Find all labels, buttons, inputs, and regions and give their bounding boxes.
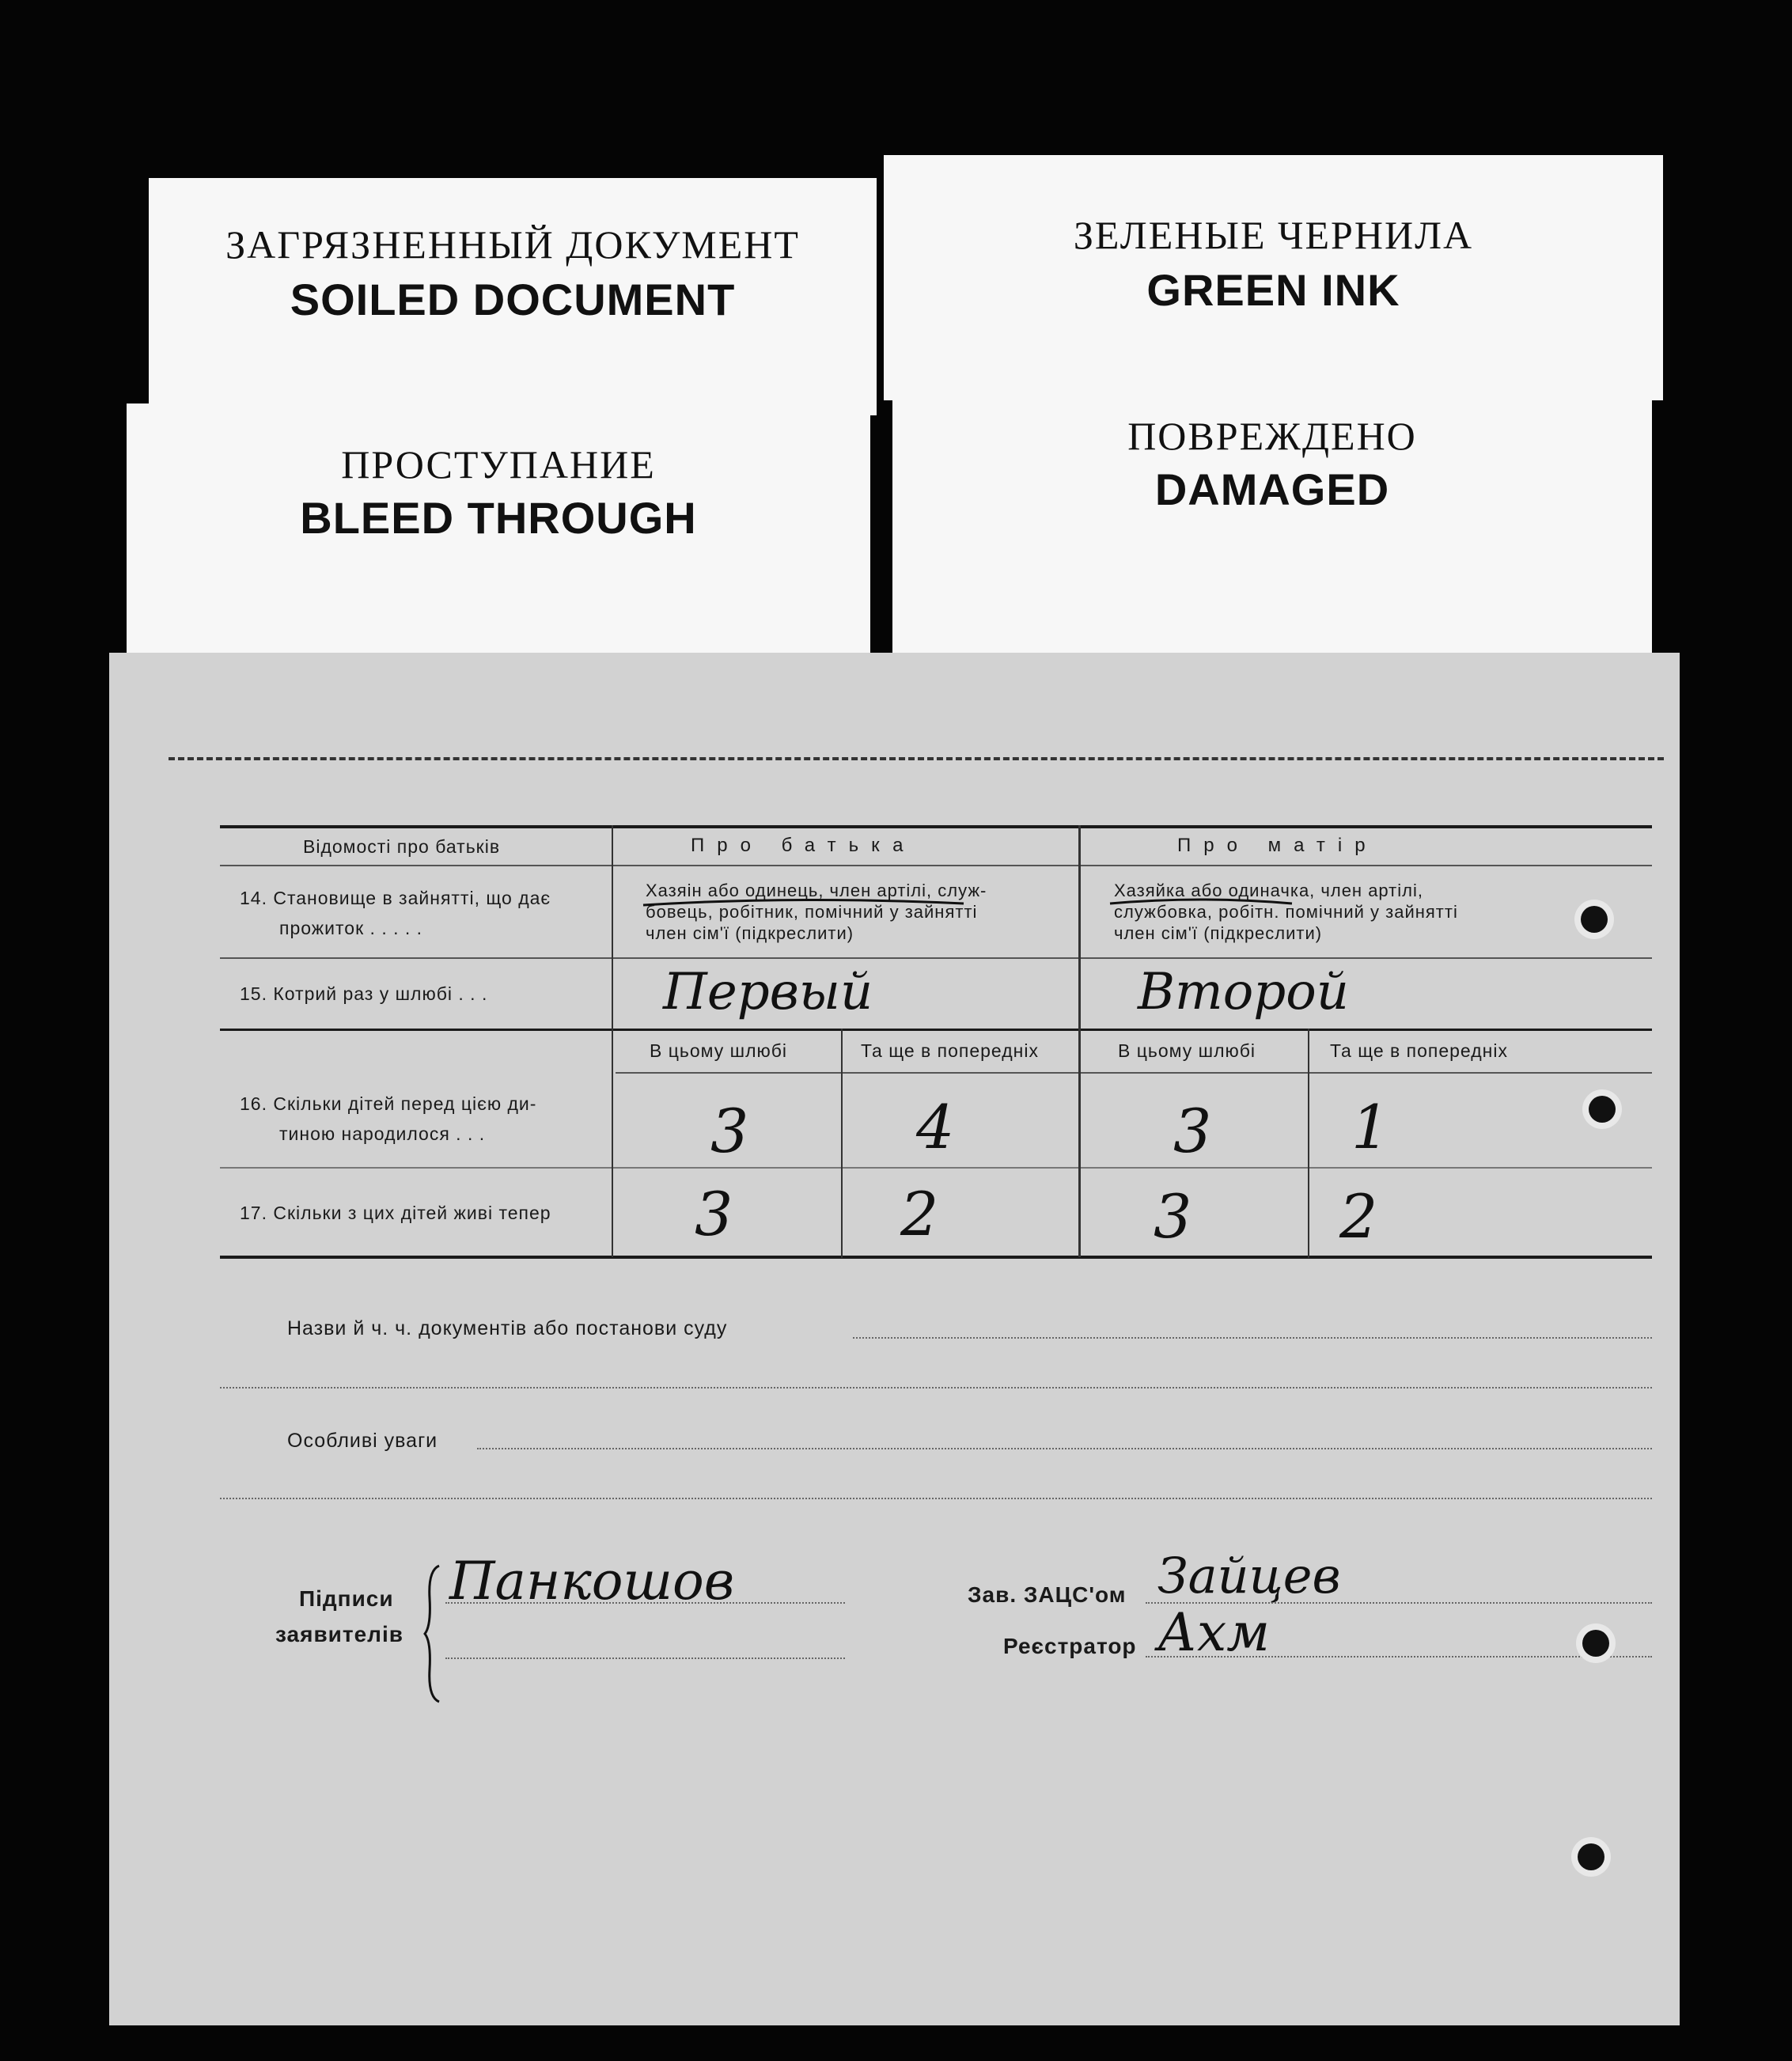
row16-father-previous: 4: [916, 1092, 955, 1162]
row14-father-text-3: член сім'ї (підкреслити): [646, 923, 854, 943]
row15-mother-value: Второй: [1138, 963, 1349, 1021]
punch-hole: [1589, 1096, 1616, 1123]
table-header-rule: [220, 865, 1652, 866]
soiled-label-en: SOILED DOCUMENT: [290, 275, 736, 324]
documents-line-2: [220, 1387, 1652, 1389]
documents-label: Назви й ч. ч. документів або постанови суду: [287, 1317, 728, 1339]
head-signature: Зайцев: [1157, 1547, 1341, 1604]
row14-label-line1: 14. Становище в зайнятті, що дає: [240, 888, 551, 908]
subheader-father-previous: Та ще в попередніх: [861, 1040, 1039, 1061]
signatures-label-2: заявителів: [275, 1622, 403, 1646]
row14-rule: [220, 957, 1652, 959]
row14-father-text-2: бовець, робітник, помічний у зайнятті: [646, 902, 978, 922]
subheader-mother-this: В цьому шлюбі: [1118, 1040, 1256, 1061]
table-bottom-rule: [220, 1256, 1652, 1259]
damaged-label-ru: ПОВРЕЖДЕНО: [1127, 414, 1417, 458]
header-mother: Про матір: [1177, 835, 1378, 856]
perforation-line: [169, 757, 1664, 760]
row16-label-line1: 16. Скільки дітей перед цією ди-: [240, 1093, 537, 1114]
documents-line-1: [853, 1337, 1652, 1339]
table-top-rule: [220, 825, 1652, 828]
row14-father-text-1: Хазяін або одинець, член артілі, служ-: [646, 881, 987, 900]
bleed-label-ru: ПРОСТУПАНИЕ: [341, 442, 656, 487]
subheader-father-this: В цьому шлюбі: [650, 1040, 788, 1061]
applicant-signature-line-1: [445, 1602, 845, 1604]
row17-father-previous: 2: [900, 1179, 939, 1249]
underline-mark-mother: [1106, 894, 1296, 910]
row16-mother-previous: 1: [1351, 1092, 1390, 1162]
row16-label-line2: тиною народилося . . .: [279, 1123, 486, 1144]
row15-father-value: Первый: [663, 963, 873, 1021]
row15-rule: [220, 1029, 1652, 1031]
registrar-label: Реєстратор: [1003, 1634, 1137, 1658]
row16-rule: [220, 1167, 1652, 1169]
row15-label: 15. Котрий раз у шлюбі . . .: [240, 983, 488, 1004]
row17-father-this: 3: [695, 1179, 733, 1249]
applicant-signature-line-2: [445, 1658, 845, 1659]
row17-mother-this: 3: [1154, 1181, 1192, 1252]
col-divider-1: [612, 825, 613, 1257]
row17-mother-previous: 2: [1339, 1181, 1378, 1252]
header-father: Про батька: [691, 835, 916, 856]
green-ink-label-ru: ЗЕЛЕНЫЕ ЧЕРНИЛА: [1073, 213, 1474, 257]
col-divider-2: [1078, 825, 1081, 1257]
row14-label-line2: прожиток . . . . .: [279, 918, 423, 938]
col-divider-father-sub: [841, 1029, 843, 1258]
signatures-label-1: Підписи: [299, 1586, 394, 1611]
registrar-signature-line: [1146, 1656, 1652, 1658]
row17-label: 17. Скільки з цих дітей живі тепер: [240, 1203, 551, 1223]
notes-line-2: [220, 1498, 1652, 1499]
registrar-signature: Ахм: [1157, 1602, 1270, 1663]
registration-form-sheet: [109, 653, 1680, 2025]
soiled-label-ru: ЗАГРЯЗНЕННЫЙ ДОКУМЕНТ: [225, 222, 800, 267]
subheader-mother-previous: Та ще в попередніх: [1330, 1040, 1508, 1061]
bleed-through-label: [127, 403, 870, 665]
soiled-document-label: [149, 178, 877, 415]
subheader-rule: [616, 1072, 1652, 1074]
green-ink-label: [884, 155, 1663, 400]
row14-mother-text-2: службовка, робітн. помічний у зайнятті: [1114, 902, 1458, 922]
row16-father-this: 3: [710, 1096, 749, 1166]
damaged-label: [892, 396, 1652, 657]
punch-hole: [1578, 1843, 1604, 1870]
row14-mother-text-3: член сім'ї (підкреслити): [1114, 923, 1323, 943]
green-ink-label-en: GREEN INK: [1146, 265, 1400, 315]
punch-hole: [1581, 906, 1608, 933]
bleed-label-en: BLEED THROUGH: [300, 493, 697, 543]
row16-mother-this: 3: [1173, 1096, 1212, 1166]
notes-line-1: [477, 1448, 1652, 1449]
notes-label: Особливі уваги: [287, 1430, 438, 1452]
head-label: Зав. ЗАЦС'ом: [968, 1582, 1127, 1607]
damaged-label-en: DAMAGED: [1154, 464, 1390, 514]
signatures-brace: [422, 1563, 445, 1705]
applicant-signature: Панкошов: [449, 1551, 735, 1612]
header-parents-info: Відомості про батьків: [303, 836, 501, 857]
row14-mother-text-1: Хазяйка або одиначка, член артілі,: [1114, 881, 1423, 900]
punch-hole: [1582, 1630, 1609, 1657]
col-divider-mother-sub: [1308, 1029, 1309, 1258]
underline-mark-father: [639, 894, 972, 910]
